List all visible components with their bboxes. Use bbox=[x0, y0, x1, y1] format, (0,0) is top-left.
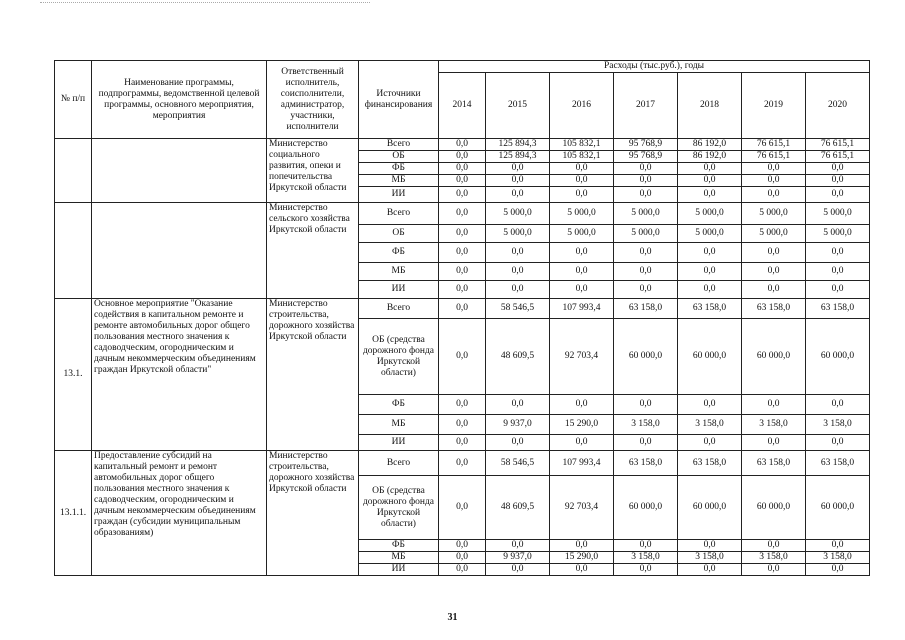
expense-value: 5 000,0 bbox=[742, 203, 806, 225]
item-name bbox=[92, 139, 267, 203]
expense-value: 0,0 bbox=[742, 540, 806, 552]
expense-value: 92 703,4 bbox=[550, 476, 614, 540]
expense-value: 92 703,4 bbox=[550, 319, 614, 395]
expense-value: 60 000,0 bbox=[806, 476, 870, 540]
expense-value: 0,0 bbox=[439, 564, 486, 576]
expense-value: 0,0 bbox=[678, 187, 742, 203]
expense-value: 0,0 bbox=[550, 435, 614, 451]
expense-value: 5 000,0 bbox=[614, 203, 678, 225]
expense-value: 0,0 bbox=[806, 281, 870, 299]
expense-value: 48 609,5 bbox=[486, 476, 550, 540]
expense-value: 60 000,0 bbox=[742, 476, 806, 540]
expense-value: 0,0 bbox=[742, 281, 806, 299]
item-name: Предоставление субсидий на капитальный ремонт и ремонт автомобильных дорог общего пользования местного значения к садоводческим, огородническим и дачным некоммерческим объединениям граждан (субсидии муниципальным образованиям) bbox=[92, 451, 267, 576]
expense-value: 0,0 bbox=[486, 175, 550, 187]
expense-value: 0,0 bbox=[678, 281, 742, 299]
expense-value: 0,0 bbox=[439, 435, 486, 451]
expense-value: 3 158,0 bbox=[742, 552, 806, 564]
responsible-executor: Министерство строительства, дорожного хозяйства Иркутской области bbox=[267, 299, 359, 451]
header-year: 2015 bbox=[486, 73, 550, 139]
expense-value: 0,0 bbox=[678, 564, 742, 576]
expense-value: 15 290,0 bbox=[550, 415, 614, 435]
expense-value: 0,0 bbox=[678, 263, 742, 281]
expense-value: 76 615,1 bbox=[806, 151, 870, 163]
item-number bbox=[55, 203, 92, 299]
expense-value: 107 993,4 bbox=[550, 299, 614, 319]
expense-value: 0,0 bbox=[614, 187, 678, 203]
funding-source: МБ bbox=[359, 175, 439, 187]
expense-value: 60 000,0 bbox=[614, 319, 678, 395]
expense-value: 0,0 bbox=[439, 476, 486, 540]
funding-source: ОБ bbox=[359, 151, 439, 163]
expense-value: 0,0 bbox=[439, 395, 486, 415]
expense-value: 0,0 bbox=[806, 163, 870, 175]
expense-value: 0,0 bbox=[806, 435, 870, 451]
expense-value: 63 158,0 bbox=[806, 451, 870, 476]
table-header bbox=[55, 61, 870, 139]
expense-value: 0,0 bbox=[742, 435, 806, 451]
expense-value: 86 192,0 bbox=[678, 139, 742, 151]
expense-value: 95 768,9 bbox=[614, 151, 678, 163]
expense-value: 0,0 bbox=[678, 435, 742, 451]
expense-value: 5 000,0 bbox=[550, 203, 614, 225]
header-expenses: Расходы (тыс.руб.), годы bbox=[439, 61, 870, 73]
expense-value: 3 158,0 bbox=[614, 552, 678, 564]
expense-value: 0,0 bbox=[678, 175, 742, 187]
expense-value: 63 158,0 bbox=[806, 299, 870, 319]
table-body bbox=[55, 139, 870, 576]
funding-source: ОБ bbox=[359, 225, 439, 243]
expense-value: 86 192,0 bbox=[678, 151, 742, 163]
header-year: 2017 bbox=[614, 73, 678, 139]
expense-value: 0,0 bbox=[614, 540, 678, 552]
funding-source: МБ bbox=[359, 552, 439, 564]
expense-value: 0,0 bbox=[439, 139, 486, 151]
expense-value: 0,0 bbox=[439, 263, 486, 281]
expense-value: 0,0 bbox=[486, 540, 550, 552]
table-row bbox=[55, 451, 870, 476]
responsible-executor: Министерство строительства, дорожного хозяйства Иркутской области bbox=[267, 451, 359, 576]
funding-source: ИИ bbox=[359, 187, 439, 203]
expense-value: 107 993,4 bbox=[550, 451, 614, 476]
expense-value: 0,0 bbox=[806, 243, 870, 263]
expense-value: 3 158,0 bbox=[806, 552, 870, 564]
expense-value: 76 615,1 bbox=[742, 139, 806, 151]
expense-value: 0,0 bbox=[806, 263, 870, 281]
item-number: 13.1. bbox=[55, 299, 92, 451]
expense-value: 63 158,0 bbox=[742, 451, 806, 476]
expense-value: 63 158,0 bbox=[614, 451, 678, 476]
expense-value: 0,0 bbox=[439, 319, 486, 395]
expense-value: 105 832,1 bbox=[550, 151, 614, 163]
funding-source: Всего bbox=[359, 299, 439, 319]
header-responsible: Ответственный исполнитель, соисполнители, администратор, участники, исполнители bbox=[267, 61, 359, 139]
expense-value: 5 000,0 bbox=[806, 203, 870, 225]
expense-value: 0,0 bbox=[678, 243, 742, 263]
item-name: Основное мероприятие "Оказание содействия в капитальном ремонте и ремонте автомобильных дорог общего пользования местного значения к садоводческим, огородническим и дачным некоммерческим объединениям граждан Иркутской области" bbox=[92, 299, 267, 451]
expense-value: 5 000,0 bbox=[742, 225, 806, 243]
header-year: 2020 bbox=[806, 73, 870, 139]
expense-value: 0,0 bbox=[742, 187, 806, 203]
expense-value: 0,0 bbox=[439, 540, 486, 552]
expense-value: 0,0 bbox=[550, 395, 614, 415]
expense-value: 0,0 bbox=[439, 203, 486, 225]
table-row bbox=[55, 139, 870, 151]
funding-source: МБ bbox=[359, 415, 439, 435]
expense-value: 0,0 bbox=[742, 163, 806, 175]
expense-value: 5 000,0 bbox=[806, 225, 870, 243]
page-edge-mark bbox=[40, 2, 370, 3]
expense-value: 0,0 bbox=[486, 395, 550, 415]
header-year: 2014 bbox=[439, 73, 486, 139]
expense-value: 0,0 bbox=[614, 163, 678, 175]
expense-value: 105 832,1 bbox=[550, 139, 614, 151]
funding-source: ИИ bbox=[359, 435, 439, 451]
responsible-executor: Министерство сельского хозяйства Иркутской области bbox=[267, 203, 359, 299]
expense-value: 0,0 bbox=[439, 451, 486, 476]
header-year: 2018 bbox=[678, 73, 742, 139]
expense-value: 95 768,9 bbox=[614, 139, 678, 151]
funding-source: ИИ bbox=[359, 564, 439, 576]
expense-value: 0,0 bbox=[614, 175, 678, 187]
expense-value: 0,0 bbox=[678, 163, 742, 175]
expense-value: 0,0 bbox=[486, 281, 550, 299]
page-number: 31 bbox=[447, 612, 458, 623]
expense-value: 0,0 bbox=[806, 395, 870, 415]
table-row bbox=[55, 299, 870, 319]
funding-source: МБ bbox=[359, 263, 439, 281]
expense-value: 3 158,0 bbox=[742, 415, 806, 435]
expense-value: 0,0 bbox=[550, 187, 614, 203]
header-name: Наименование программы, подпрограммы, ведомственной целевой программы, основного мероприятия, мероприятия bbox=[92, 61, 267, 139]
funding-source: ОБ (средства дорожного фонда Иркутской области) bbox=[359, 476, 439, 540]
expense-value: 3 158,0 bbox=[678, 415, 742, 435]
funding-source: ИИ bbox=[359, 281, 439, 299]
expense-value: 9 937,0 bbox=[486, 552, 550, 564]
expense-value: 60 000,0 bbox=[678, 319, 742, 395]
expense-value: 63 158,0 bbox=[678, 451, 742, 476]
expense-value: 0,0 bbox=[742, 263, 806, 281]
funding-source: ФБ bbox=[359, 395, 439, 415]
expense-value: 58 546,5 bbox=[486, 299, 550, 319]
expense-value: 5 000,0 bbox=[486, 203, 550, 225]
header-num: № п/п bbox=[55, 61, 92, 139]
expense-value: 0,0 bbox=[439, 187, 486, 203]
header-year: 2019 bbox=[742, 73, 806, 139]
expense-value: 0,0 bbox=[486, 564, 550, 576]
expense-value: 0,0 bbox=[439, 415, 486, 435]
expense-value: 3 158,0 bbox=[678, 552, 742, 564]
expense-value: 15 290,0 bbox=[550, 552, 614, 564]
expense-value: 5 000,0 bbox=[678, 225, 742, 243]
expense-value: 0,0 bbox=[678, 395, 742, 415]
expense-value: 0,0 bbox=[742, 175, 806, 187]
expense-value: 3 158,0 bbox=[614, 415, 678, 435]
expense-value: 0,0 bbox=[742, 395, 806, 415]
funding-source: Всего bbox=[359, 203, 439, 225]
expense-value: 5 000,0 bbox=[678, 203, 742, 225]
item-number: 13.1.1. bbox=[55, 451, 92, 576]
expense-value: 60 000,0 bbox=[742, 319, 806, 395]
expense-value: 63 158,0 bbox=[742, 299, 806, 319]
expense-value: 0,0 bbox=[550, 175, 614, 187]
expense-value: 125 894,3 bbox=[486, 139, 550, 151]
expense-value: 0,0 bbox=[550, 281, 614, 299]
expense-value: 0,0 bbox=[439, 151, 486, 163]
funding-source: ОБ (средства дорожного фонда Иркутской области) bbox=[359, 319, 439, 395]
table-row bbox=[55, 203, 870, 225]
expense-value: 0,0 bbox=[486, 243, 550, 263]
expense-value: 0,0 bbox=[439, 225, 486, 243]
expense-value: 0,0 bbox=[614, 564, 678, 576]
expense-value: 0,0 bbox=[806, 175, 870, 187]
funding-source: Всего bbox=[359, 451, 439, 476]
expense-value: 76 615,1 bbox=[742, 151, 806, 163]
expense-value: 48 609,5 bbox=[486, 319, 550, 395]
expense-value: 0,0 bbox=[439, 243, 486, 263]
budget-table bbox=[54, 60, 870, 576]
expense-value: 0,0 bbox=[550, 564, 614, 576]
expense-value: 0,0 bbox=[742, 243, 806, 263]
expense-value: 0,0 bbox=[486, 435, 550, 451]
expense-value: 0,0 bbox=[486, 163, 550, 175]
expense-value: 60 000,0 bbox=[678, 476, 742, 540]
expense-value: 0,0 bbox=[678, 540, 742, 552]
expense-value: 0,0 bbox=[439, 281, 486, 299]
expense-value: 0,0 bbox=[439, 299, 486, 319]
funding-source: ФБ bbox=[359, 243, 439, 263]
expense-value: 5 000,0 bbox=[614, 225, 678, 243]
expense-value: 0,0 bbox=[806, 540, 870, 552]
expense-value: 9 937,0 bbox=[486, 415, 550, 435]
expense-value: 76 615,1 bbox=[806, 139, 870, 151]
expense-value: 0,0 bbox=[550, 243, 614, 263]
expense-value: 0,0 bbox=[614, 281, 678, 299]
expense-value: 0,0 bbox=[486, 263, 550, 281]
expense-value: 0,0 bbox=[439, 552, 486, 564]
expense-value: 0,0 bbox=[614, 435, 678, 451]
funding-source: Всего bbox=[359, 139, 439, 151]
expense-value: 63 158,0 bbox=[614, 299, 678, 319]
expense-value: 0,0 bbox=[806, 564, 870, 576]
item-number bbox=[55, 139, 92, 203]
expense-value: 0,0 bbox=[614, 243, 678, 263]
expense-value: 0,0 bbox=[550, 540, 614, 552]
expense-value: 3 158,0 bbox=[806, 415, 870, 435]
expense-value: 0,0 bbox=[806, 187, 870, 203]
expense-value: 0,0 bbox=[439, 175, 486, 187]
expense-value: 0,0 bbox=[614, 263, 678, 281]
funding-source: ФБ bbox=[359, 163, 439, 175]
header-year: 2016 bbox=[550, 73, 614, 139]
expense-value: 0,0 bbox=[614, 395, 678, 415]
expense-value: 5 000,0 bbox=[486, 225, 550, 243]
item-name bbox=[92, 203, 267, 299]
responsible-executor: Министерство социального развития, опеки и попечительства Иркутской области bbox=[267, 139, 359, 203]
funding-source: ФБ bbox=[359, 540, 439, 552]
expense-value: 5 000,0 bbox=[550, 225, 614, 243]
expense-value: 63 158,0 bbox=[678, 299, 742, 319]
expense-value: 60 000,0 bbox=[806, 319, 870, 395]
expense-value: 58 546,5 bbox=[486, 451, 550, 476]
expense-value: 0,0 bbox=[742, 564, 806, 576]
expense-value: 60 000,0 bbox=[614, 476, 678, 540]
expense-value: 0,0 bbox=[550, 263, 614, 281]
expense-value: 0,0 bbox=[439, 163, 486, 175]
expense-value: 0,0 bbox=[486, 187, 550, 203]
expense-value: 0,0 bbox=[550, 163, 614, 175]
expense-value: 125 894,3 bbox=[486, 151, 550, 163]
header-source: Источники финансирования bbox=[359, 61, 439, 139]
